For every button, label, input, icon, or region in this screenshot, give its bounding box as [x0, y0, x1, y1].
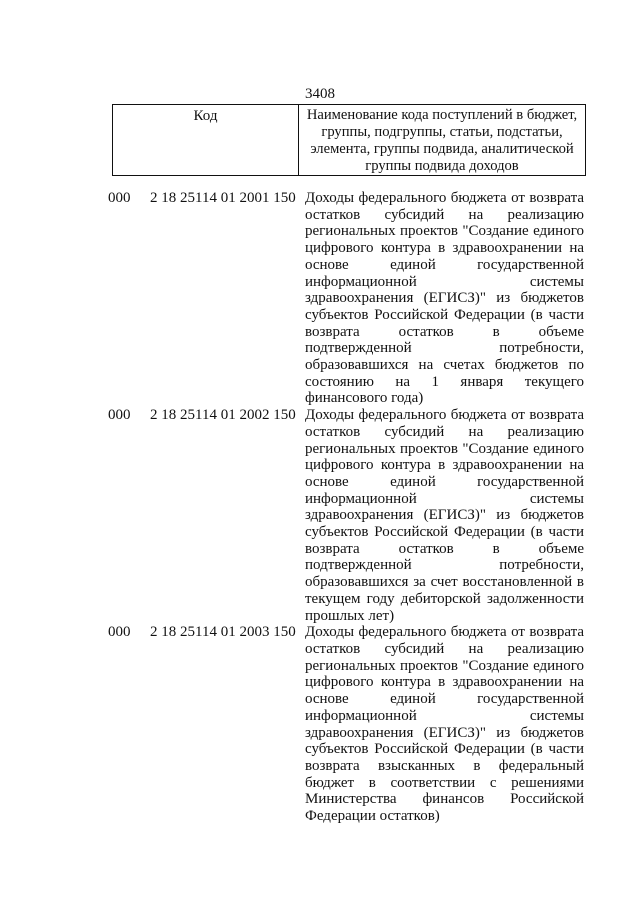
row-code: 2 18 25114 01 2002 150	[150, 407, 296, 424]
table-row	[0, 407, 640, 624]
row-code: 2 18 25114 01 2001 150	[150, 190, 296, 206]
row-code: 2 18 25114 01 2003 150	[150, 624, 296, 641]
header-name-column: Наименование кода поступлений в бюджет, группы, подгруппы, статьи, подстатьи, элемента, группы подвида, аналитической группы подвида доходов	[306, 107, 578, 174]
row-prefix: 000	[108, 407, 131, 424]
row-prefix: 000	[108, 624, 131, 641]
header-table	[112, 104, 586, 176]
income-code-list	[0, 190, 640, 825]
page-number: 3408	[305, 86, 335, 102]
table-row	[0, 624, 640, 824]
header-code-column: Код	[113, 105, 299, 175]
row-prefix: 000	[108, 190, 131, 206]
table-row	[0, 190, 640, 407]
row-description: Доходы федерального бюджета от возврата остатков субсидий на реализацию региональных проектов "Создание единого цифрового контура в здравоохранении на основе единой государственной информационной системы здравоохранения (ЕГИСЗ)" из бюджетов субъектов Российской Федерации (в части возврата остатков в объеме подтвержденной потребности, образовавшихся за счет восстановленной в текущем году дебиторской задолженности прошлых лет)	[305, 407, 584, 624]
row-description: Доходы федерального бюджета от возврата остатков субсидий на реализацию региональных проектов "Создание единого цифрового контура в здравоохранении на основе единой государственной информационной системы здравоохранения (ЕГИСЗ)" из бюджетов субъектов Российской Федерации (в части возврата остатков в объеме подтвержденной потребности, образовавшихся на счетах бюджетов по состоянию на 1 января текущего финансового года)	[305, 190, 584, 407]
row-description: Доходы федерального бюджета от возврата остатков субсидий на реализацию региональных проектов "Создание единого цифрового контура в здравоохранении на основе единой государственной информационной системы здравоохранения (ЕГИСЗ)" из бюджетов субъектов Российской Федерации (в части возврата взысканных в федеральный бюджет в соответствии с решениями Министерства финансов Российской Федерации остатков)	[305, 624, 584, 825]
